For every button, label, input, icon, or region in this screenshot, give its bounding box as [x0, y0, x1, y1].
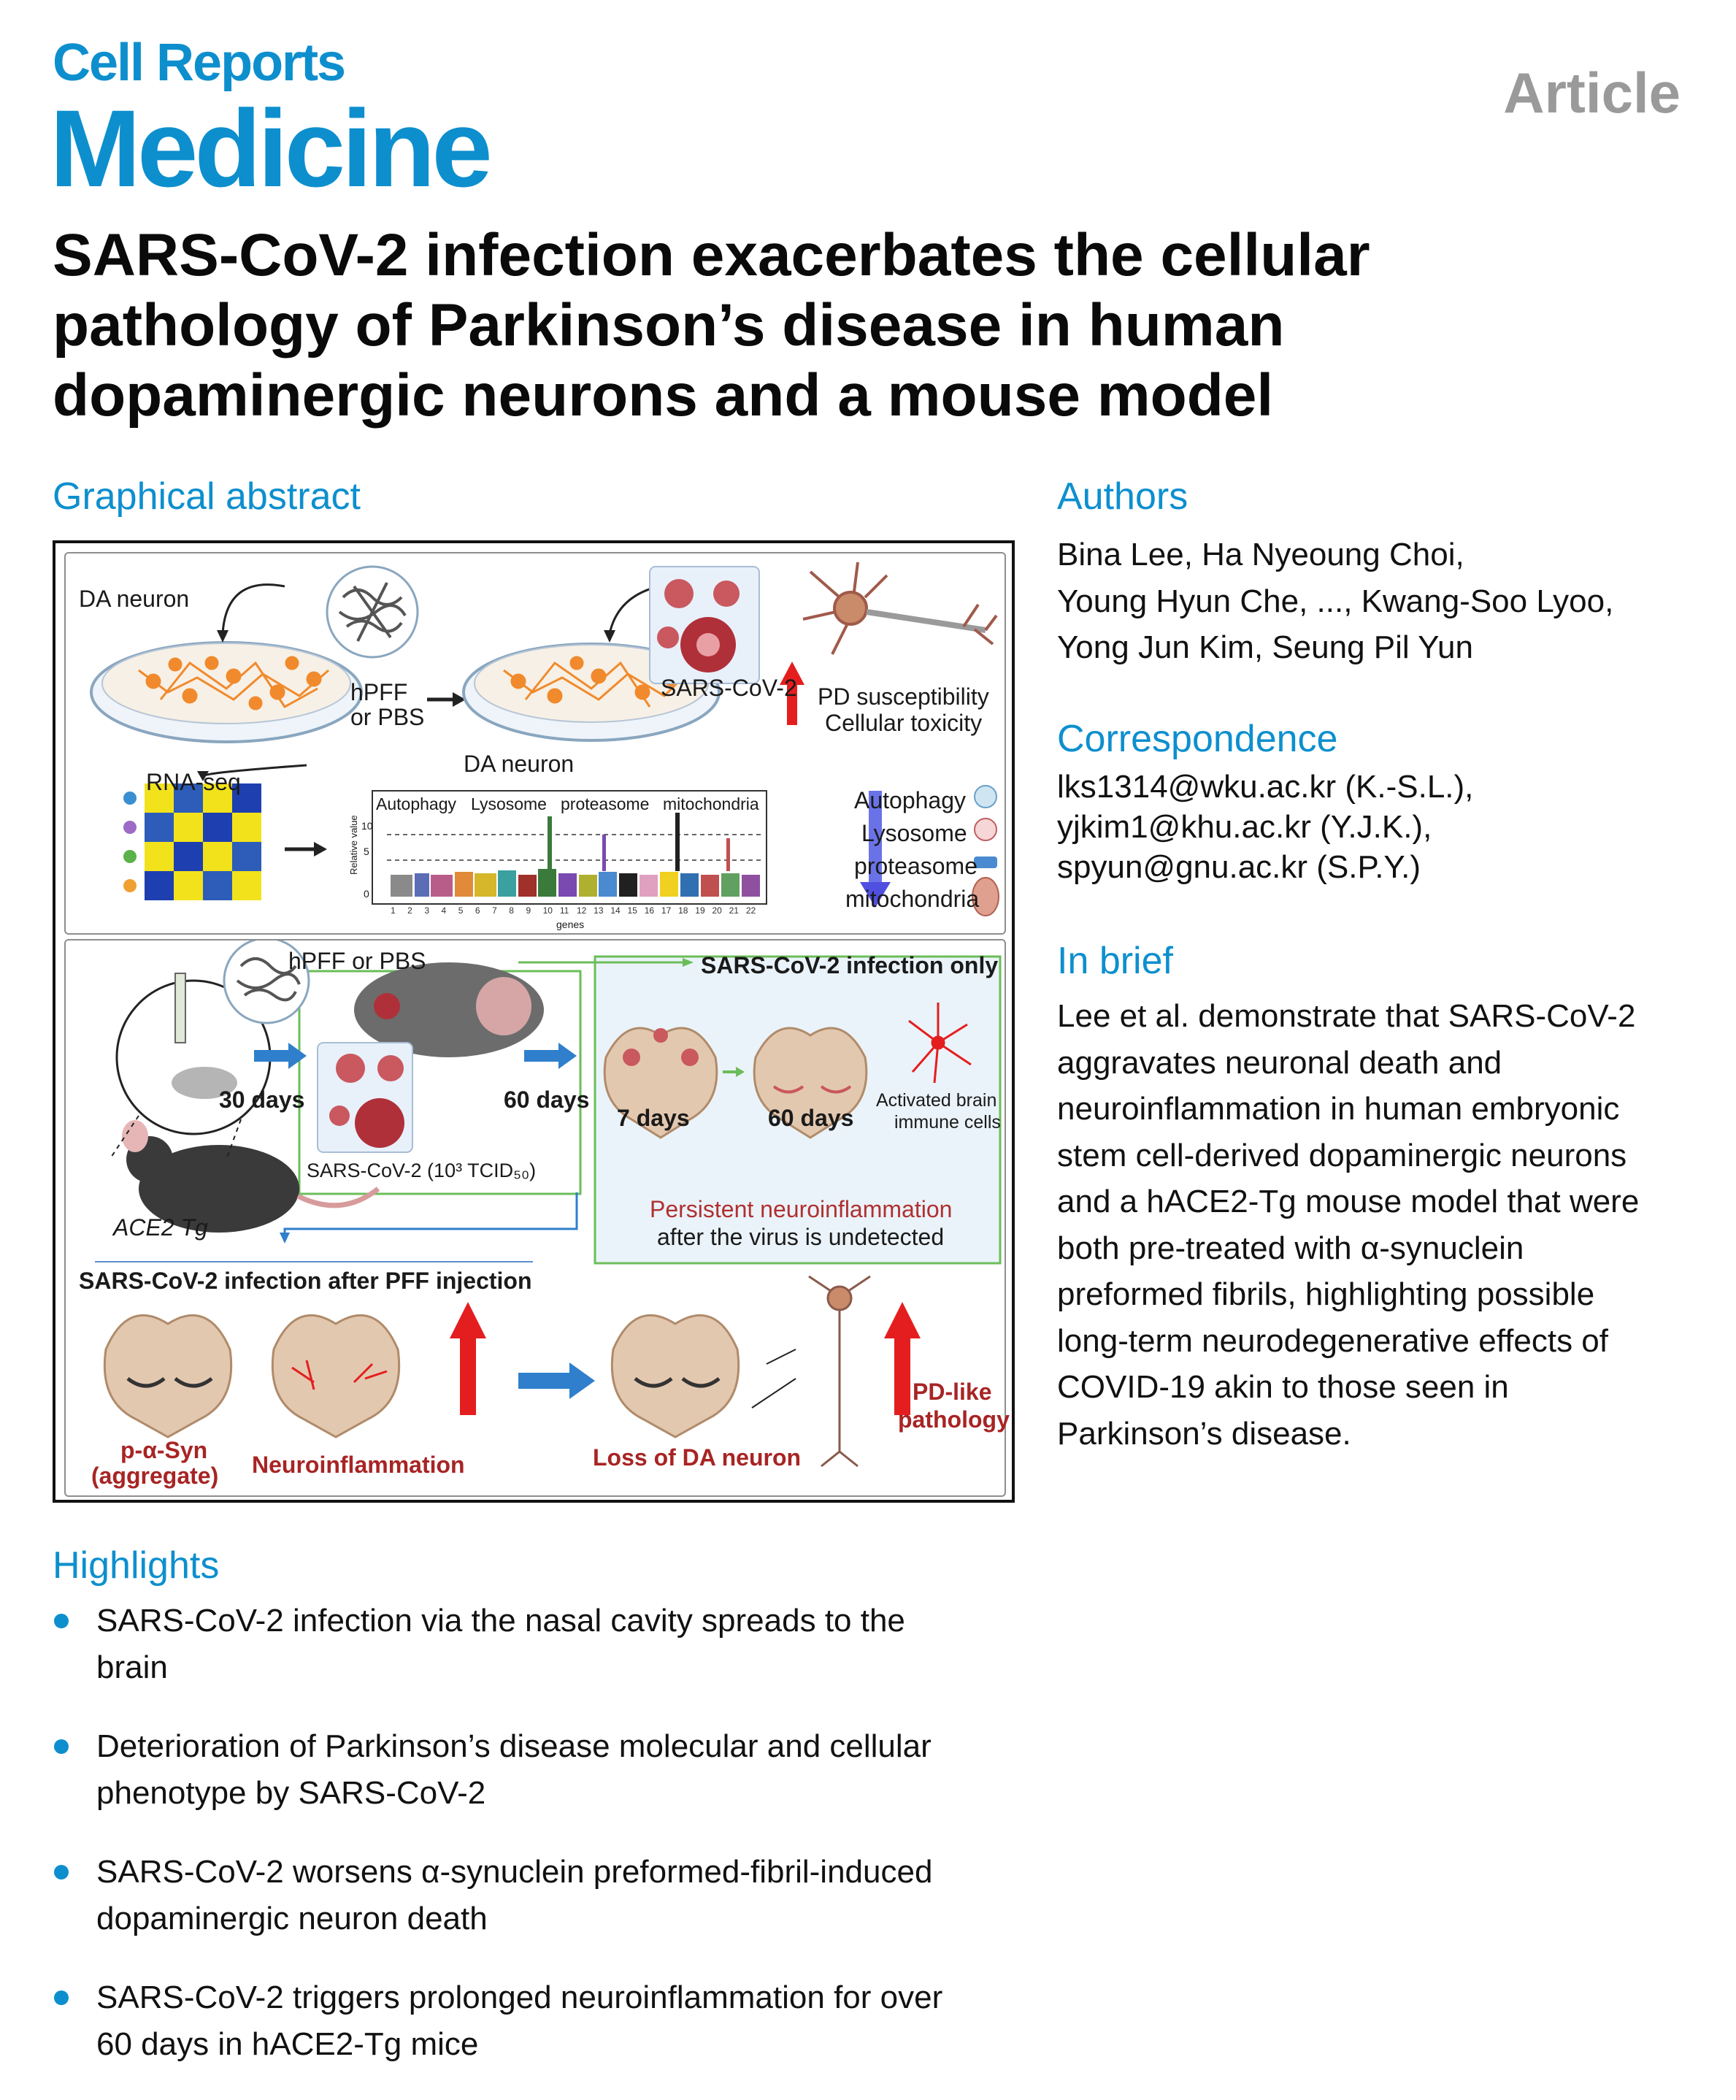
ga-plot-xtick: 14: [610, 905, 621, 916]
ga-plot-category-3: proteasome: [561, 794, 650, 813]
author-line: Bina Lee, Ha Nyeoung Choi,: [1057, 537, 1464, 572]
ga-down-lysosome: Lysosome: [861, 820, 967, 846]
ga-plot-xtick: 8: [509, 905, 514, 916]
ga-plot-ytick: 0: [364, 888, 369, 900]
ga-psyn-label-1: p-α-Syn: [120, 1437, 208, 1463]
highlight-line: SARS-CoV-2 triggers prolonged neuroinflammation for over: [96, 1980, 943, 2015]
ga-top-panel: [64, 552, 1006, 935]
ga-effect-susceptibility: PD susceptibility: [818, 683, 989, 710]
highlight-item: [53, 1598, 1031, 1690]
highlight-item: [53, 1974, 1031, 2067]
in-brief-heading: In brief: [1057, 940, 1173, 982]
in-brief-line: stem cell-derived dopaminergic neurons: [1057, 1137, 1627, 1173]
ga-plot-ylabel: Relative value: [348, 815, 359, 875]
ga-plot-xtick: 3: [424, 905, 430, 916]
highlight-line: Deterioration of Parkinson’s disease molecular and cellular: [96, 1728, 932, 1764]
ga-60-days-label: 60 days: [504, 1087, 590, 1113]
journal-name-line2: Medicine: [50, 87, 489, 210]
article-type-label: Article: [1503, 61, 1681, 125]
brain-section-icon: [104, 1315, 231, 1437]
ga-plot-xtick: 6: [475, 905, 480, 916]
ga-plot-ytick: 5: [364, 846, 369, 857]
in-brief-line: long-term neurodegenerative effects of: [1057, 1322, 1608, 1359]
highlight-line: 60 days in hACE2-Tg mice: [96, 2026, 479, 2062]
ga-mouse-label: ACE2 Tg: [113, 1214, 208, 1241]
ga-plot-xtick: 21: [729, 905, 739, 916]
ga-plot-xtick: 1: [391, 905, 396, 916]
ga-plot-xtick: 16: [644, 905, 655, 916]
in-brief-line: aggravates neuronal death and: [1057, 1044, 1502, 1081]
neuron-icon: [803, 562, 996, 654]
ga-plot-xtick: 18: [678, 905, 688, 916]
highlight-line: SARS-CoV-2 worsens α-synuclein preformed-fibril-induced: [96, 1854, 933, 1890]
highlight-item: [53, 1723, 1031, 1816]
highlight-line: SARS-CoV-2 infection via the nasal cavity spreads to the: [96, 1603, 905, 1639]
ga-after-pff-label: SARS-CoV-2 infection after PFF injection: [79, 1268, 532, 1294]
lysosome-icon: [975, 819, 996, 840]
ga-plot-xtick: 2: [407, 905, 412, 916]
ga-plot-xlabel: genes: [556, 919, 585, 930]
culture-dish-icon: [91, 643, 361, 742]
ga-30-days-label: 30 days: [219, 1087, 305, 1113]
correspondence-heading: Correspondence: [1057, 718, 1338, 760]
ga-plot-xtick: 19: [695, 905, 705, 916]
neuron-icon: [752, 1276, 870, 1466]
bullet-icon: [54, 1739, 69, 1754]
ga-psyn-label-2: (aggregate): [91, 1463, 219, 1489]
correspondence-email[interactable]: lks1314@wku.ac.kr (K.-S.L.),: [1057, 769, 1474, 805]
ga-activated-label-2: immune cells: [894, 1112, 1001, 1133]
authors-list: [1057, 532, 1699, 671]
ga-neuroinflammation-label: Neuroinflammation: [252, 1452, 465, 1478]
ga-7-days-label: 7 days: [617, 1105, 690, 1131]
highlight-line: brain: [96, 1649, 168, 1685]
ga-plot-category-4: mitochondria: [663, 794, 759, 813]
ga-plot-xtick: 11: [559, 905, 569, 916]
ga-down-autophagy: Autophagy: [854, 787, 967, 813]
ga-plot-xtick: 7: [492, 905, 497, 916]
ga-da-neuron-label: DA neuron: [79, 586, 190, 612]
ga-pdlike-label-1: PD-like: [913, 1379, 992, 1405]
correspondence-email[interactable]: yjkim1@khu.ac.kr (Y.J.K.),: [1057, 809, 1432, 845]
ga-plot-category-1: Autophagy: [376, 794, 456, 813]
bullet-icon: [54, 1990, 69, 2005]
in-brief-line: preformed fibrils, highlighting possible: [1057, 1276, 1595, 1312]
ga-plot-xtick: 10: [542, 905, 553, 916]
ga-down-mitochondria: mitochondria: [845, 886, 980, 912]
ga-activated-label-1: Activated brain: [876, 1090, 997, 1111]
ga-persistent-label-2: after the virus is undetected: [657, 1224, 945, 1250]
bullet-icon: [54, 1614, 69, 1628]
highlights-list: [53, 1598, 1031, 2100]
ga-plot-xtick: 20: [712, 905, 722, 916]
author-line: Young Hyun Che, ..., Kwang-Soo Lyoo,: [1057, 583, 1614, 619]
ga-infection-only-label: SARS-CoV-2 infection only: [701, 952, 999, 978]
virus-icon: [650, 567, 759, 683]
author-line: Yong Jun Kim, Seung Pil Yun: [1057, 629, 1473, 665]
ga-pdlike-label-2: pathology: [898, 1406, 1010, 1433]
ga-plot-xticks: [391, 905, 763, 917]
ga-loss-label: Loss of DA neuron: [593, 1444, 802, 1471]
ga-plot-xtick: 9: [526, 905, 531, 916]
ga-plot-xtick: 15: [627, 905, 637, 916]
in-brief-line: neuroinflammation in human embryonic: [1057, 1091, 1620, 1127]
ga-hpff-pbs-label: hPFF or PBS: [288, 948, 426, 974]
in-brief-text: [1057, 993, 1699, 1457]
ga-plot-xtick: 4: [441, 905, 447, 916]
autophagy-icon: [975, 786, 996, 808]
ga-pbs-label: or PBS: [350, 704, 425, 730]
in-brief-line: Parkinson’s disease.: [1057, 1415, 1351, 1452]
ga-effect-toxicity: Cellular toxicity: [825, 710, 983, 736]
ga-bottom-panel: [64, 939, 1010, 1497]
ga-plot-xtick: 17: [661, 905, 672, 916]
ga-plot-xtick: 13: [594, 905, 604, 916]
in-brief-line: COVID-19 akin to those seen in: [1057, 1369, 1509, 1405]
brain-section-icon: [272, 1315, 399, 1437]
ga-dose-label: SARS-CoV-2 (10³ TCID₅₀): [307, 1160, 537, 1181]
correspondence-email[interactable]: spyun@gnu.ac.kr (S.P.Y.): [1057, 849, 1421, 885]
heatmap-icon: [123, 783, 261, 900]
ga-60-days-label-2: 60 days: [768, 1105, 854, 1131]
ga-plot-xtick: 5: [458, 905, 464, 916]
bullet-icon: [54, 1865, 69, 1879]
graphical-abstract-figure: [53, 540, 1015, 1503]
ga-persistent-label-1: Persistent neuroinflammation: [650, 1196, 953, 1222]
ga-plot-category-2: Lysosome: [471, 794, 547, 813]
highlight-item: [53, 1849, 1031, 1942]
increase-arrow-icon: [450, 1302, 486, 1415]
highlight-line: phenotype by SARS-CoV-2: [96, 1774, 486, 1811]
ga-rnaseq-label: RNA-seq: [146, 769, 241, 795]
in-brief-line: both pre-treated with α-synuclein: [1057, 1230, 1524, 1266]
ga-plot-ytick: 10: [361, 820, 373, 832]
brain-section-icon: [612, 1315, 738, 1437]
ga-da-neuron-label-2: DA neuron: [464, 751, 575, 777]
ga-plot-xtick: 12: [577, 905, 587, 916]
authors-heading: Authors: [1057, 475, 1188, 518]
article-title: SARS-CoV-2 infection exacerbates the cellular pathology of Parkinson’s disease in human dopaminergic neurons and a mouse model: [53, 222, 1370, 429]
ga-plot-xtick: 22: [745, 905, 756, 916]
correspondence-list: [1057, 767, 1699, 887]
journal-name-line1: Cell Reports: [53, 34, 345, 92]
fibril-icon: [327, 567, 418, 657]
in-brief-line: Lee et al. demonstrate that SARS-CoV-2: [1057, 998, 1636, 1034]
graphical-abstract-heading: Graphical abstract: [53, 475, 361, 518]
in-brief-line: and a hACE2-Tg mouse model that were: [1057, 1184, 1640, 1219]
highlights-heading: Highlights: [53, 1544, 220, 1587]
blue-arrow-icon: [518, 1363, 595, 1399]
ga-hpff-label: hPFF: [350, 679, 408, 705]
ga-virus-label: SARS-CoV-2: [661, 675, 797, 701]
virus-icon: [318, 1043, 412, 1152]
ga-down-proteasome: proteasome: [854, 853, 978, 879]
highlight-line: dopaminergic neuron death: [96, 1900, 488, 1936]
